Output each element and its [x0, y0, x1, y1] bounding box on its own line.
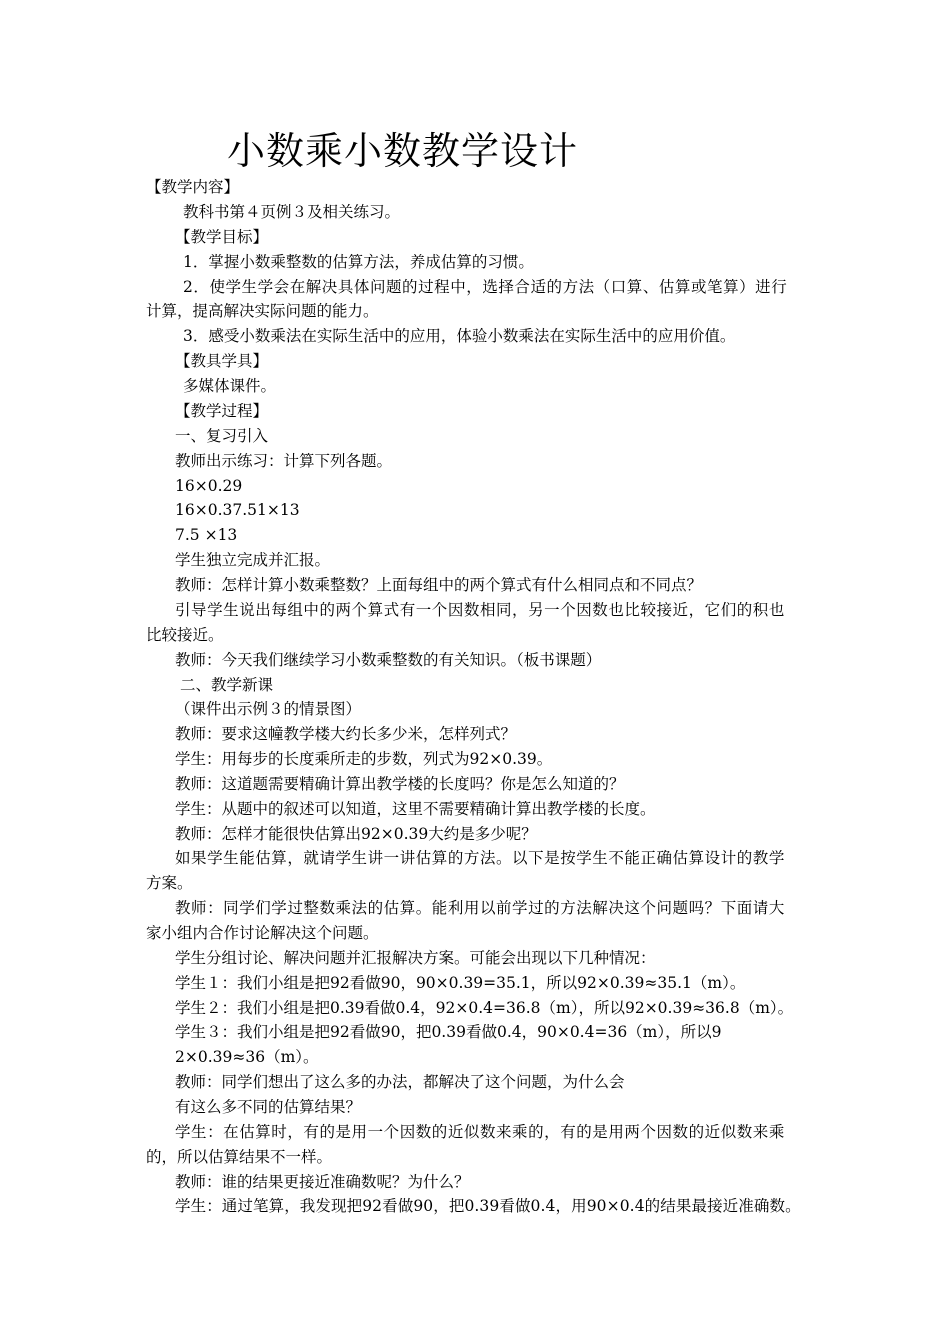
paragraph-line: 学生：从题中的叙述可以知道，这里不需要精确计算出教学楼的长度。: [175, 800, 656, 818]
paragraph-line: 家小组内合作讨论解决这个问题。: [146, 924, 379, 942]
math-line: 16×0.29: [175, 477, 243, 495]
math-line: 7.5 ×13: [175, 526, 238, 544]
section-heading: 【教具学具】: [175, 352, 269, 370]
subsection-heading: 一、复习引入: [175, 427, 269, 445]
paragraph-line: 方案。: [146, 874, 193, 892]
paragraph-line: 比较接近。: [146, 626, 224, 644]
paragraph-line: 教师：怎样才能很快估算出92×0.39大约是多少呢？: [175, 825, 537, 843]
paragraph-line: （课件出示例３的情景图）: [175, 700, 362, 718]
paragraph-line: 的，所以估算结果不一样。: [146, 1148, 333, 1166]
paragraph-line: 3．感受小数乘法在实际生活中的应用，体验小数乘法在实际生活中的应用价值。: [183, 327, 736, 345]
subsection-heading: 二、教学新课: [180, 676, 274, 694]
paragraph-line: 教师：要求这幢教学楼大约长多少米，怎样列式？: [175, 725, 517, 743]
paragraph-line: 教师：这道题需要精确计算出教学楼的长度吗？你是怎么知道的？: [175, 775, 625, 793]
paragraph-line: 教师：谁的结果更接近准确数呢？为什么？: [175, 1173, 470, 1191]
paragraph-line: 1．掌握小数乘整数的估算方法，养成估算的习惯。: [183, 253, 534, 271]
paragraph-line: 多媒体课件。: [183, 377, 277, 395]
paragraph-line: 学生：在估算时，有的是用一个因数的近似数来乘的，有的是用两个因数的近似数来乘: [175, 1123, 785, 1141]
paragraph-line: 有这么多不同的估算结果？: [175, 1098, 362, 1116]
paragraph-line: 学生：通过笔算，我发现把92看做90，把0.39看做0.4，用90×0.4的结果最接近准确数。: [175, 1197, 801, 1215]
math-line: 16×0.37.51×13: [175, 501, 300, 519]
paragraph-line: 如果学生能估算，就请学生讲一讲估算的方法。以下是按学生不能正确估算设计的教学: [175, 849, 785, 867]
paragraph-line: 教科书第４页例３及相关练习。: [183, 203, 401, 221]
section-heading: 【教学过程】: [175, 402, 269, 420]
paragraph-line: 学生独立完成并汇报。: [175, 551, 331, 569]
paragraph-line: 学生分组讨论、解决问题并汇报解决方案。可能会出现以下几种情况：: [175, 949, 656, 967]
paragraph-line: 教师：怎样计算小数乘整数？上面每组中的两个算式有什么相同点和不同点？: [175, 576, 703, 594]
paragraph-line: 计算，提高解决实际问题的能力。: [146, 302, 379, 320]
paragraph-line: 教师：同学们学过整数乘法的估算。能利用以前学过的方法解决这个问题吗？下面请大: [175, 899, 785, 917]
paragraph-line: 2．使学生学会在解决具体问题的过程中，选择合适的方法（口算、估算或笔算）进行: [183, 278, 788, 296]
document-title: 小数乘小数教学设计: [227, 129, 579, 173]
paragraph-line: 学生２：我们小组是把0.39看做0.4，92×0.4=36.8（m），所以92×0.39≈36.8（m）。: [175, 999, 794, 1017]
paragraph-line: 教师：同学们想出了这么多的办法，都解决了这个问题，为什么会: [175, 1073, 625, 1091]
section-heading: 【教学目标】: [175, 228, 269, 246]
paragraph-line: 2×0.39≈36（m）。: [175, 1048, 319, 1066]
paragraph-line: 学生３：我们小组是把92看做90，把0.39看做0.4，90×0.4=36（m），所以9: [175, 1023, 722, 1041]
paragraph-line: 教师：今天我们继续学习小数乘整数的有关知识。（板书课题）: [175, 651, 602, 669]
paragraph-line: 学生：用每步的长度乘所走的步数，列式为92×0.39。: [175, 750, 553, 768]
section-heading: 【教学内容】: [146, 178, 240, 196]
paragraph-line: 学生１：我们小组是把92看做90，90×0.39=35.1，所以92×0.39≈35.1（m）。: [175, 974, 746, 992]
paragraph-line: 教师出示练习：计算下列各题。: [175, 452, 393, 470]
paragraph-line: 引导学生说出每组中的两个算式有一个因数相同，另一个因数也比较接近，它们的积也: [175, 601, 785, 619]
